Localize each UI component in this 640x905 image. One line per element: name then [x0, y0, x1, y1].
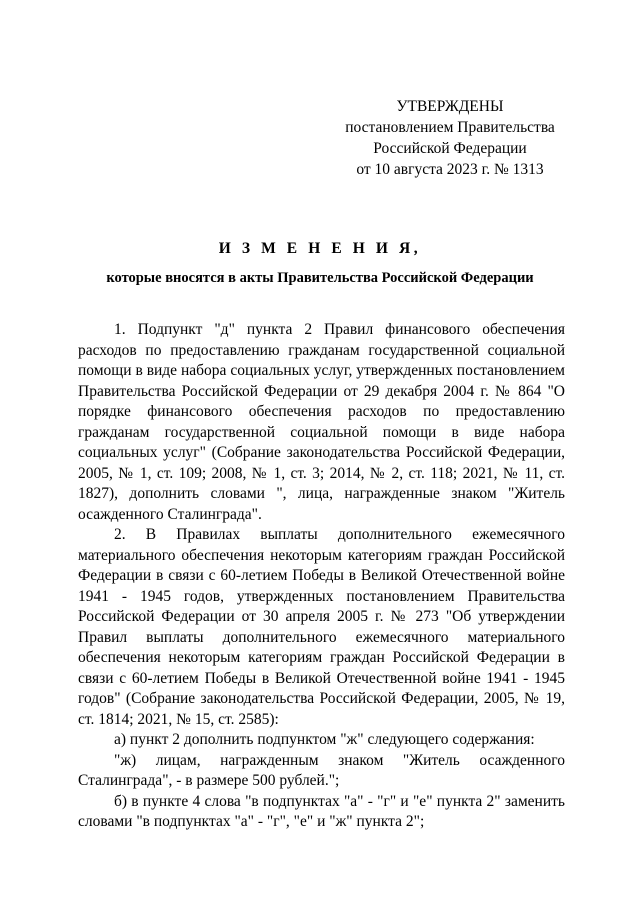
- paragraph-subitem-a: а) пункт 2 дополнить подпунктом "ж" следующего содержания:: [114, 731, 535, 748]
- approval-line-approved: УТВЕРЖДЕНЫ: [396, 98, 504, 115]
- approval-line-date: от 10 августа 2023 г. № 1313: [356, 161, 544, 178]
- document-subtitle: которые вносятся в акты Правительства Российской Федерации: [106, 270, 534, 286]
- approval-stamp: [340, 96, 560, 180]
- document-title: И З М Е Н Е Н И Я,: [218, 240, 422, 257]
- paragraph-subitem-b: б) в пункте 4 слова "в подпунктах "а" - "г" и "е" пункта 2" заменить словами "в подпунктах "а" - "г", "е" и "ж" пункта 2";: [78, 792, 565, 830]
- paragraph-item-2: 2. В Правилах выплаты дополнительного ежемесячного материального обеспечения некоторым категориям граждан Российской Федерации в связи с 60-летием Победы в Великой Отечественной войне 1941 - 1945 годов, утвержденных постановлением Правительства Российской Федерации от 30 апреля 2005 г. № 273 "Об утверждении Правил выплаты дополнительного ежемесячного материального обеспечения некоторым категориям граждан Российской Федерации в связи с 60-летием Победы в Великой Отечественной войне 1941 - 1945 годов" (Собрание законодательства Российской Федерации, 2005, № 19, ст. 1814; 2021, № 15, ст. 2585):: [78, 526, 565, 728]
- approval-line-federation: Российской Федерации: [373, 140, 527, 157]
- approval-line-decree: постановлением Правительства: [345, 119, 555, 136]
- document-body: [78, 320, 565, 833]
- paragraph-subitem-zh-text: "ж) лицам, награжденным знаком "Житель осажденного Сталинграда", - в размере 500 рублей.";: [78, 751, 565, 789]
- paragraph-item-1: 1. Подпункт "д" пункта 2 Правил финансового обеспечения расходов по предоставлению гражданам государственной социальной помощи в виде набора социальных услуг, утвержденных постановлением Правительства Российской Федерации от 29 декабря 2004 г. № 864 "О порядке финансового обеспечения расходов по предоставлению гражданам государственной социальной помощи в виде набора социальных услуг" (Собрание законодательства Российской Федерации, 2005, № 1, ст. 109; 2008, № 1, ст. 3; 2014, № 2, ст. 118; 2021, № 11, ст. 1827), дополнить словами ", лица, награжденные знаком "Житель осажденного Сталинграда".: [78, 321, 565, 523]
